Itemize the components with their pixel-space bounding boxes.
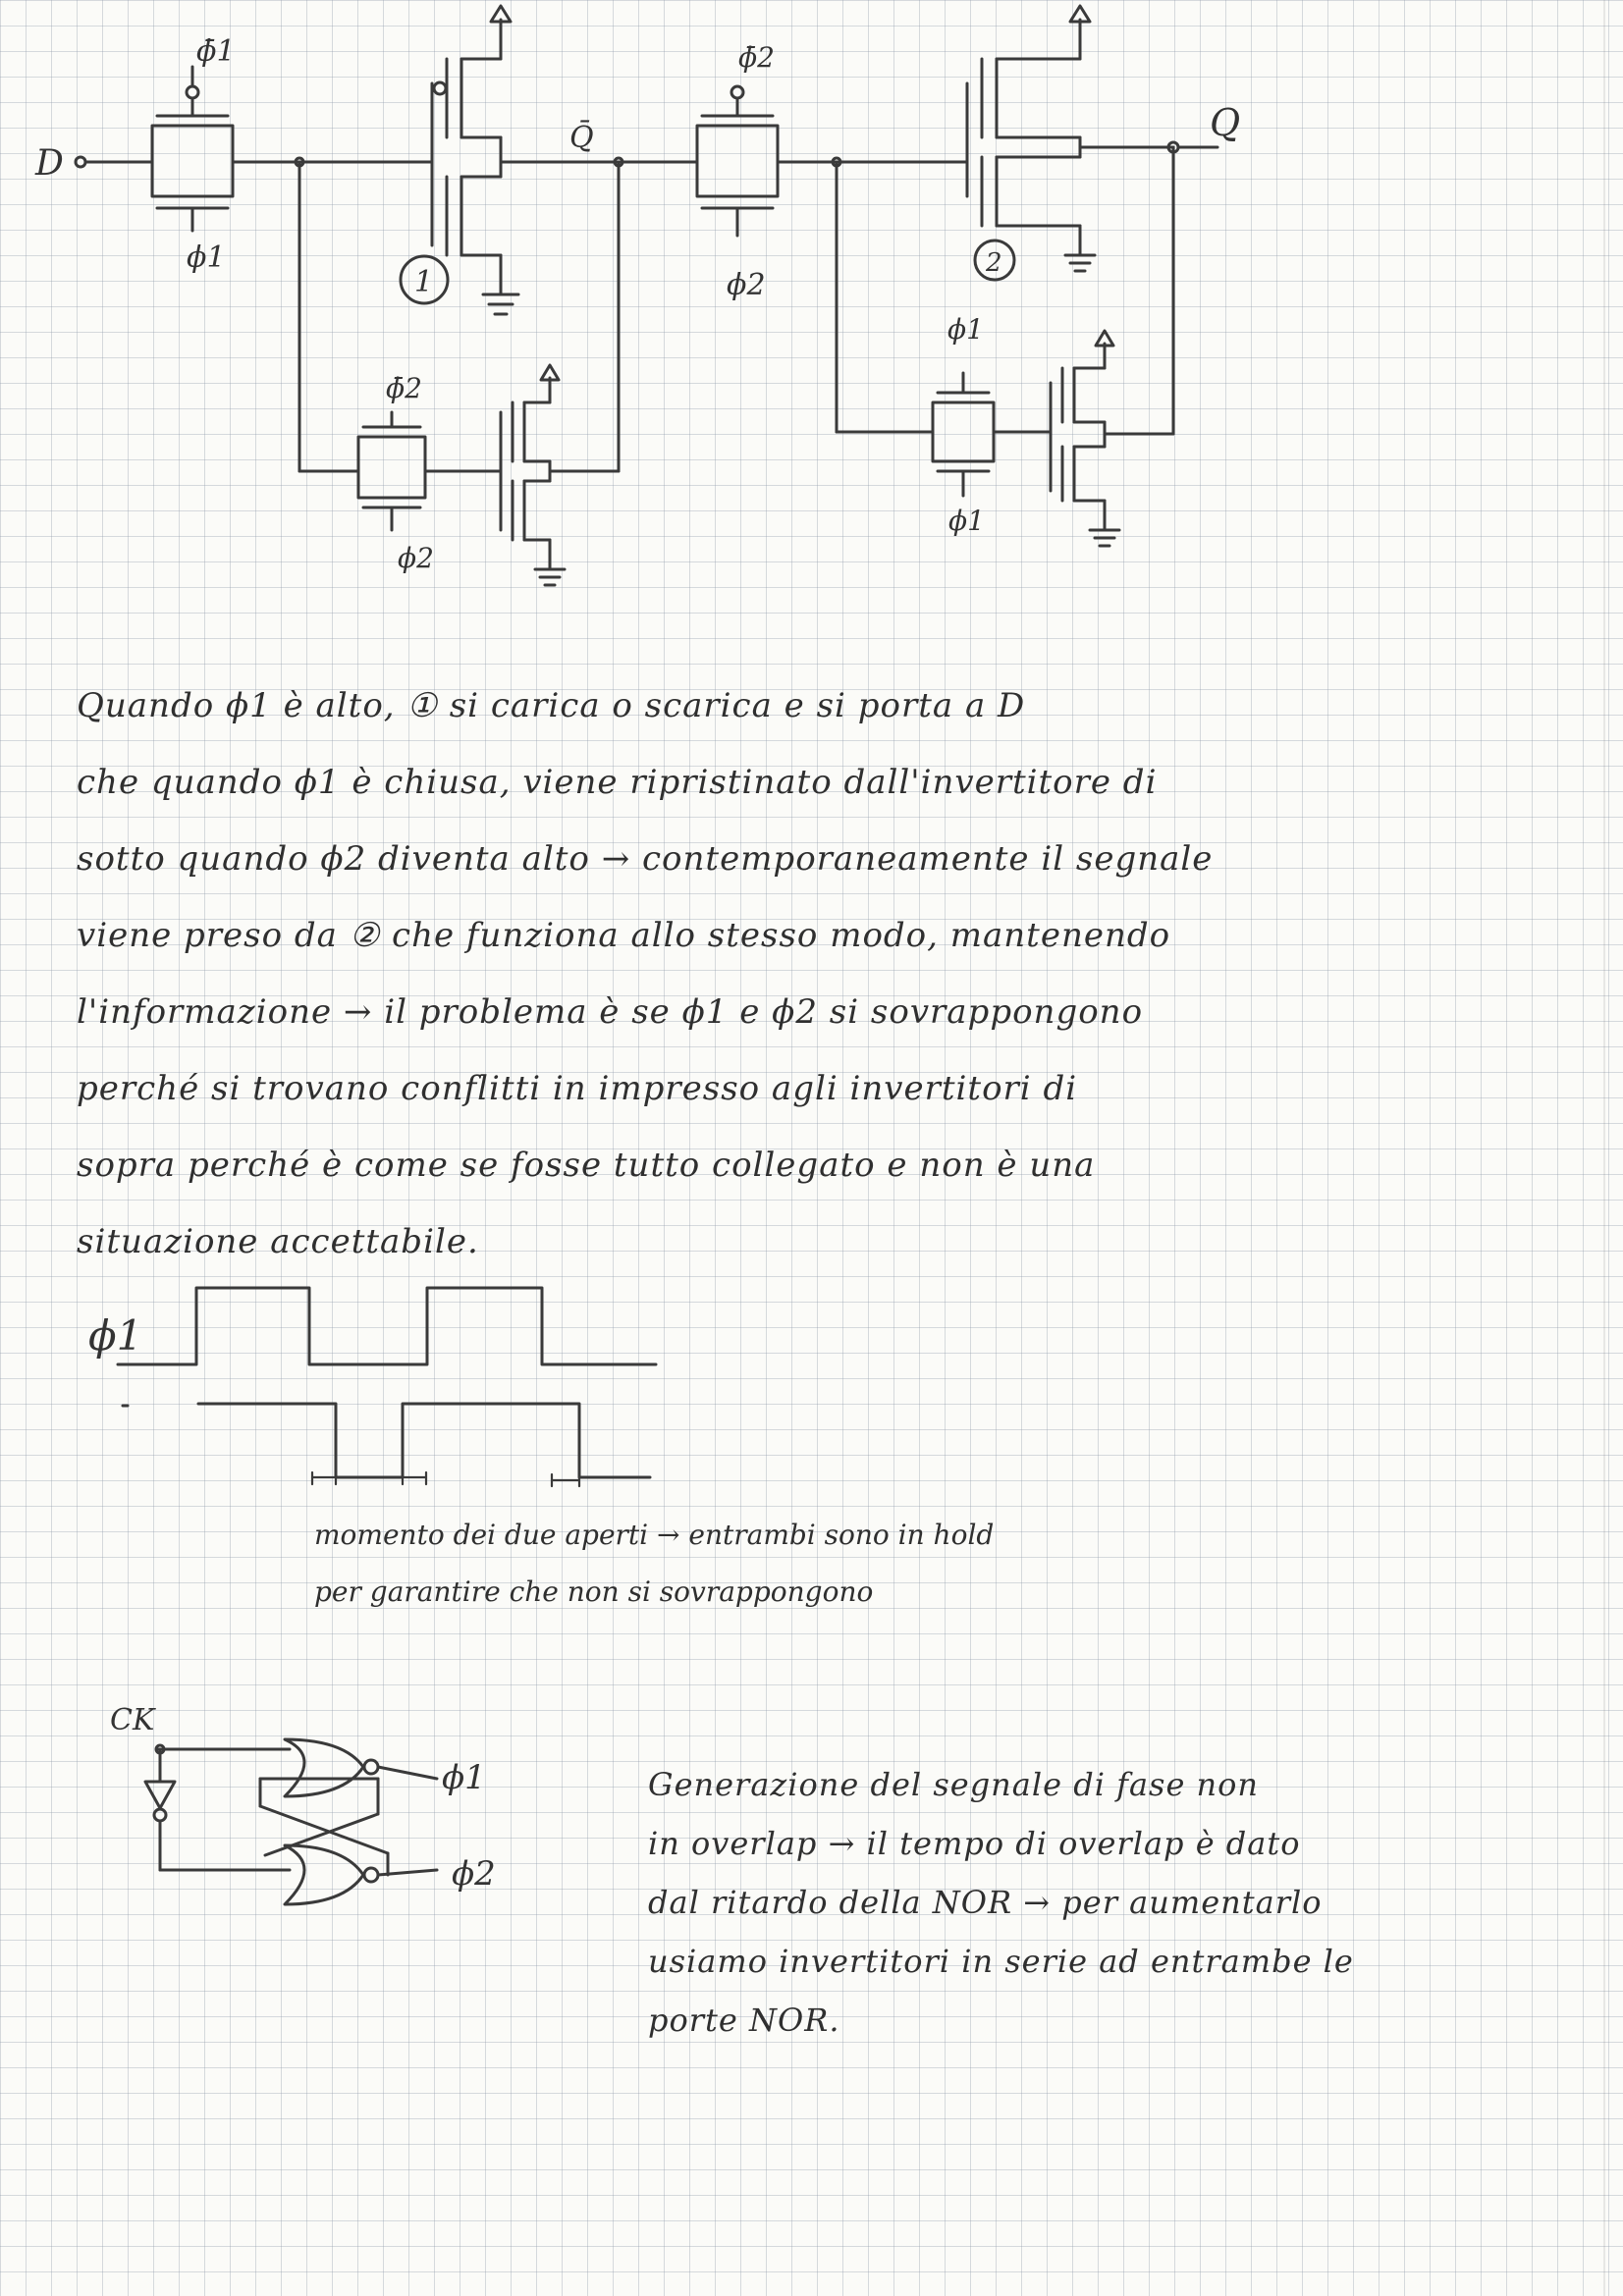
explanation-line: che quando ϕ1 è chiusa, viene ripristinato dall'invertitore di: [77, 763, 1158, 802]
gen-out-phi2: ϕ2: [452, 1854, 496, 1894]
timing-note: [314, 1507, 994, 1621]
timing-phi1-label: ϕ1: [88, 1311, 143, 1360]
gen-out-phi1: ϕ1: [442, 1758, 486, 1797]
stage2-marker: 2: [986, 248, 1002, 278]
explanation-line: viene preso da ② che funziona allo stesso modo, mantenendo: [77, 916, 1171, 955]
generator-line: usiamo invertitori in serie ad entrambe le: [648, 1943, 1354, 1980]
tg2-top-phi2-bar: ϕ̄2: [738, 41, 775, 74]
explanation-line: situazione accettabile.: [77, 1222, 479, 1261]
generator-line: Generazione del segnale di fase non: [648, 1766, 1260, 1803]
generator-line: in overlap → il tempo di overlap è dato: [648, 1825, 1301, 1862]
generator-line: dal ritardo della NOR → per aumentarlo: [648, 1884, 1323, 1921]
ck-label: CK: [110, 1703, 155, 1737]
stage1-marker: 1: [414, 265, 434, 299]
generator-description: [648, 1755, 1354, 2050]
explanation-line: l'informazione → il problema è se ϕ1 e ϕ2 si sovrappongono: [77, 992, 1144, 1032]
tg1-bottom-phi1: ϕ1: [187, 240, 226, 275]
inverter-2: [967, 6, 1240, 280]
timing-note-line: momento dei due aperti → entrambi sono in hold: [314, 1519, 995, 1551]
explanation-paragraph: [77, 667, 1213, 1280]
transmission-gate-1: [152, 34, 236, 275]
explanation-line: sotto quando ϕ2 diventa alto → contemporaneamente il segnale: [77, 839, 1214, 879]
nor-gate-2: [285, 1845, 437, 1904]
feedback-inverter-1: [501, 162, 619, 585]
fb2-top-phi1: ϕ1: [947, 313, 984, 346]
timing-note-line: per garantire che non si sovrappongono: [314, 1575, 874, 1608]
tg1-top-phi1-bar: ϕ̄1: [196, 34, 236, 69]
inverter-1: [401, 6, 622, 314]
transmission-gate-2: [697, 41, 778, 302]
generator-line: porte NOR.: [648, 2002, 840, 2039]
feedback-wire-2: [265, 1814, 378, 1855]
tg2-bottom-phi2: ϕ2: [727, 268, 766, 302]
fb1-top-phi2-bar: ϕ̄2: [386, 372, 422, 404]
qbar-label: Q̄: [569, 121, 594, 155]
phi2-waveform: [198, 1404, 650, 1477]
fb1-bottom-phi2: ϕ2: [398, 542, 434, 574]
dynamic-register-schematic: [0, 0, 1623, 609]
clock-inverter: [145, 1782, 175, 1808]
explanation-line: perché si trovano conflitti in impresso agli invertitori di: [77, 1069, 1078, 1108]
phi1-waveform: [118, 1288, 656, 1364]
feedback-gate-1: [358, 372, 434, 574]
fb2-bottom-phi1: ϕ1: [948, 505, 985, 537]
output-q-label: Q: [1210, 101, 1241, 144]
feedback-inverter-2: [1051, 147, 1173, 546]
input-d-label: D: [35, 143, 64, 184]
overlap-markers: [312, 1472, 579, 1486]
explanation-line: Quando ϕ1 è alto, ① si carica o scarica e si porta a D: [77, 686, 1026, 725]
nor-gate-1: [285, 1739, 437, 1796]
feedback-gate-2: [933, 313, 994, 537]
explanation-line: sopra perché è come se fosse tutto collegato e non è una: [77, 1146, 1096, 1185]
